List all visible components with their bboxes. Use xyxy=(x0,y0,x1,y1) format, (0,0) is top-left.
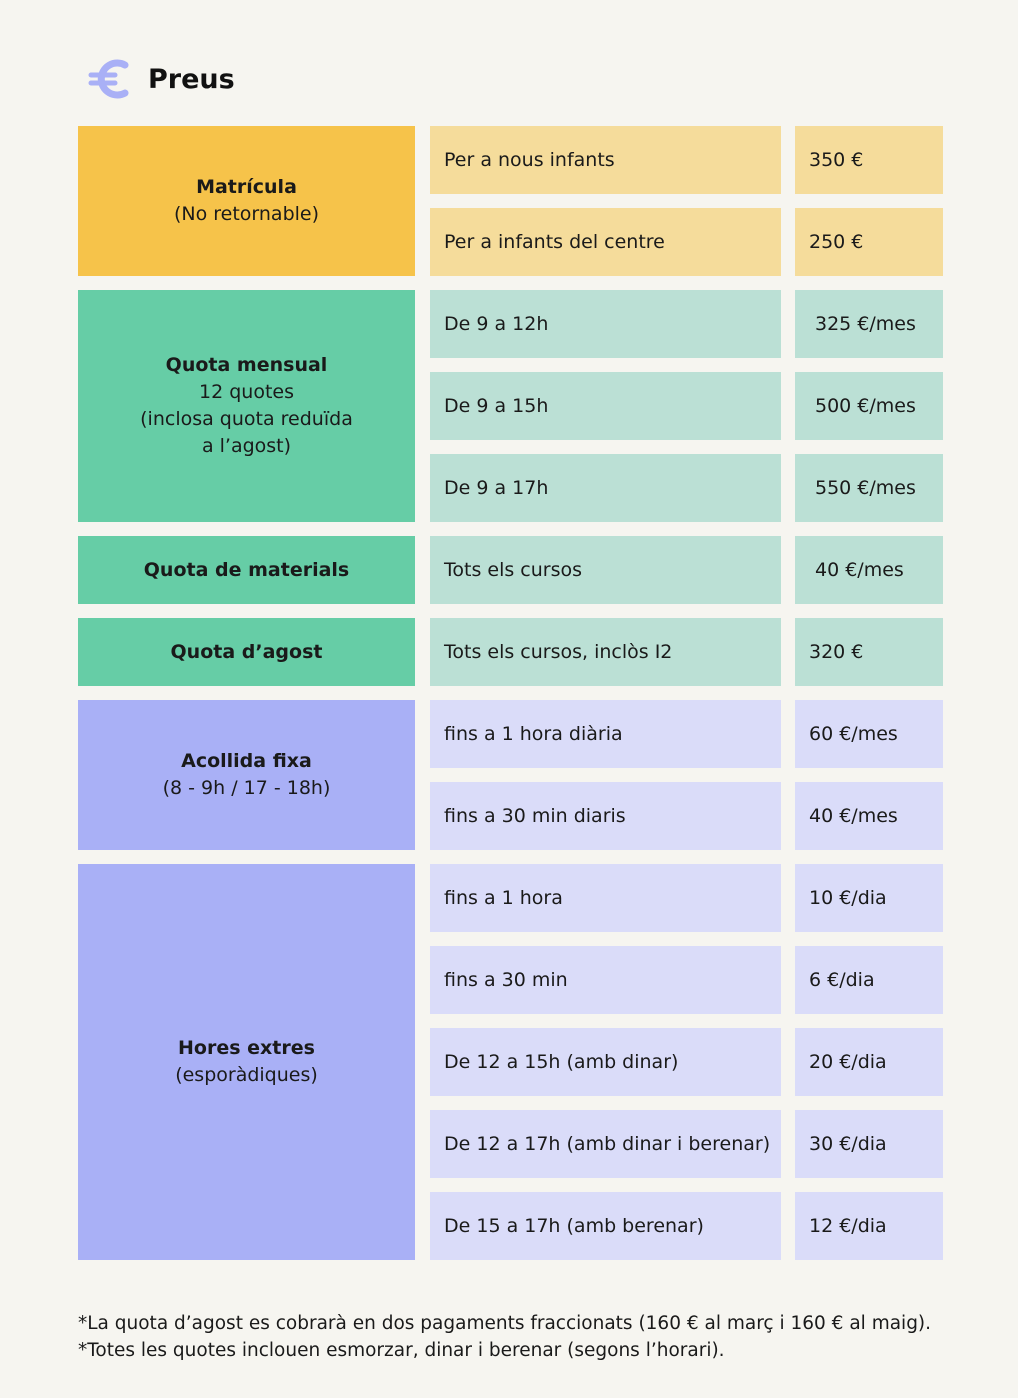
row-description: De 9 a 17h xyxy=(430,454,781,522)
price-group-matricula xyxy=(78,126,944,276)
footnote: *Totes les quotes inclouen esmorzar, dinar i berenar (segons l’horari). xyxy=(78,1340,725,1361)
row-description: Tots els cursos xyxy=(430,536,781,604)
row-description: fins a 1 hora xyxy=(430,864,781,932)
row-price: 320 € xyxy=(795,618,943,686)
price-row xyxy=(430,1192,944,1260)
price-row xyxy=(430,290,944,358)
category-subtitle: 12 quotes (inclosa quota reduïda a l’agost) xyxy=(140,381,353,457)
price-rows xyxy=(430,864,944,1260)
page-title: Preus xyxy=(148,63,235,95)
price-rows xyxy=(430,700,944,850)
category-cell xyxy=(78,126,415,276)
price-rows xyxy=(430,536,944,604)
category-title: Acollida fixa xyxy=(181,750,312,772)
category-cell xyxy=(78,864,415,1260)
row-price: 20 €/dia xyxy=(795,1028,943,1096)
row-description: Per a infants del centre xyxy=(430,208,781,276)
footnote: *La quota d’agost es cobrarà en dos pagaments fraccionats (160 € al març i 160 € al maig). xyxy=(78,1313,932,1334)
price-row xyxy=(430,864,944,932)
category-subtitle: (No retornable) xyxy=(173,203,320,225)
row-price: 30 €/dia xyxy=(795,1110,943,1178)
price-rows xyxy=(430,618,944,686)
category-title: Quota d’agost xyxy=(170,640,323,663)
price-row xyxy=(430,618,944,686)
price-row xyxy=(430,1028,944,1096)
row-price: 10 €/dia xyxy=(795,864,943,932)
row-price: 60 €/mes xyxy=(795,700,943,768)
price-rows xyxy=(430,290,944,522)
row-description: De 12 a 15h (amb dinar) xyxy=(430,1028,781,1096)
page-header xyxy=(88,54,235,104)
category-title: Matrícula xyxy=(196,176,297,198)
row-description: De 9 a 15h xyxy=(430,372,781,440)
row-price: 6 €/dia xyxy=(795,946,943,1014)
euro-icon xyxy=(88,55,136,103)
row-description: De 9 a 12h xyxy=(430,290,781,358)
row-price: 550 €/mes xyxy=(795,454,943,522)
row-description: De 15 a 17h (amb berenar) xyxy=(430,1192,781,1260)
price-group-quota-materials xyxy=(78,536,944,604)
price-row xyxy=(430,1110,944,1178)
row-description: fins a 30 min diaris xyxy=(430,782,781,850)
price-row xyxy=(430,946,944,1014)
row-description: fins a 1 hora diària xyxy=(430,700,781,768)
row-price: 500 €/mes xyxy=(795,372,943,440)
row-description: Tots els cursos, inclòs I2 xyxy=(430,618,781,686)
price-group-quota-mensual xyxy=(78,290,944,522)
price-row xyxy=(430,700,944,768)
price-row xyxy=(430,454,944,522)
category-title: Hores extres xyxy=(178,1037,315,1059)
category-cell xyxy=(78,290,415,522)
price-group-acollida-fixa xyxy=(78,700,944,850)
price-table xyxy=(78,126,944,1274)
row-price: 350 € xyxy=(795,126,943,194)
row-price: 12 €/dia xyxy=(795,1192,943,1260)
category-subtitle: (8 - 9h / 17 - 18h) xyxy=(162,777,331,799)
row-description: Per a nous infants xyxy=(430,126,781,194)
price-group-quota-agost xyxy=(78,618,944,686)
row-description: fins a 30 min xyxy=(430,946,781,1014)
row-price: 250 € xyxy=(795,208,943,276)
price-rows xyxy=(430,126,944,276)
category-title: Quota mensual xyxy=(165,354,328,376)
category-cell xyxy=(78,700,415,850)
category-title: Quota de materials xyxy=(143,558,350,581)
category-cell xyxy=(78,618,415,686)
price-row xyxy=(430,782,944,850)
category-cell xyxy=(78,536,415,604)
price-group-hores-extres xyxy=(78,864,944,1260)
price-row xyxy=(430,536,944,604)
category-subtitle: (esporàdiques) xyxy=(175,1064,318,1086)
footnotes xyxy=(78,1310,998,1364)
price-row xyxy=(430,372,944,440)
row-description: De 12 a 17h (amb dinar i berenar) xyxy=(430,1110,781,1178)
row-price: 325 €/mes xyxy=(795,290,943,358)
price-row xyxy=(430,126,944,194)
row-price: 40 €/mes xyxy=(795,536,943,604)
row-price: 40 €/mes xyxy=(795,782,943,850)
price-row xyxy=(430,208,944,276)
